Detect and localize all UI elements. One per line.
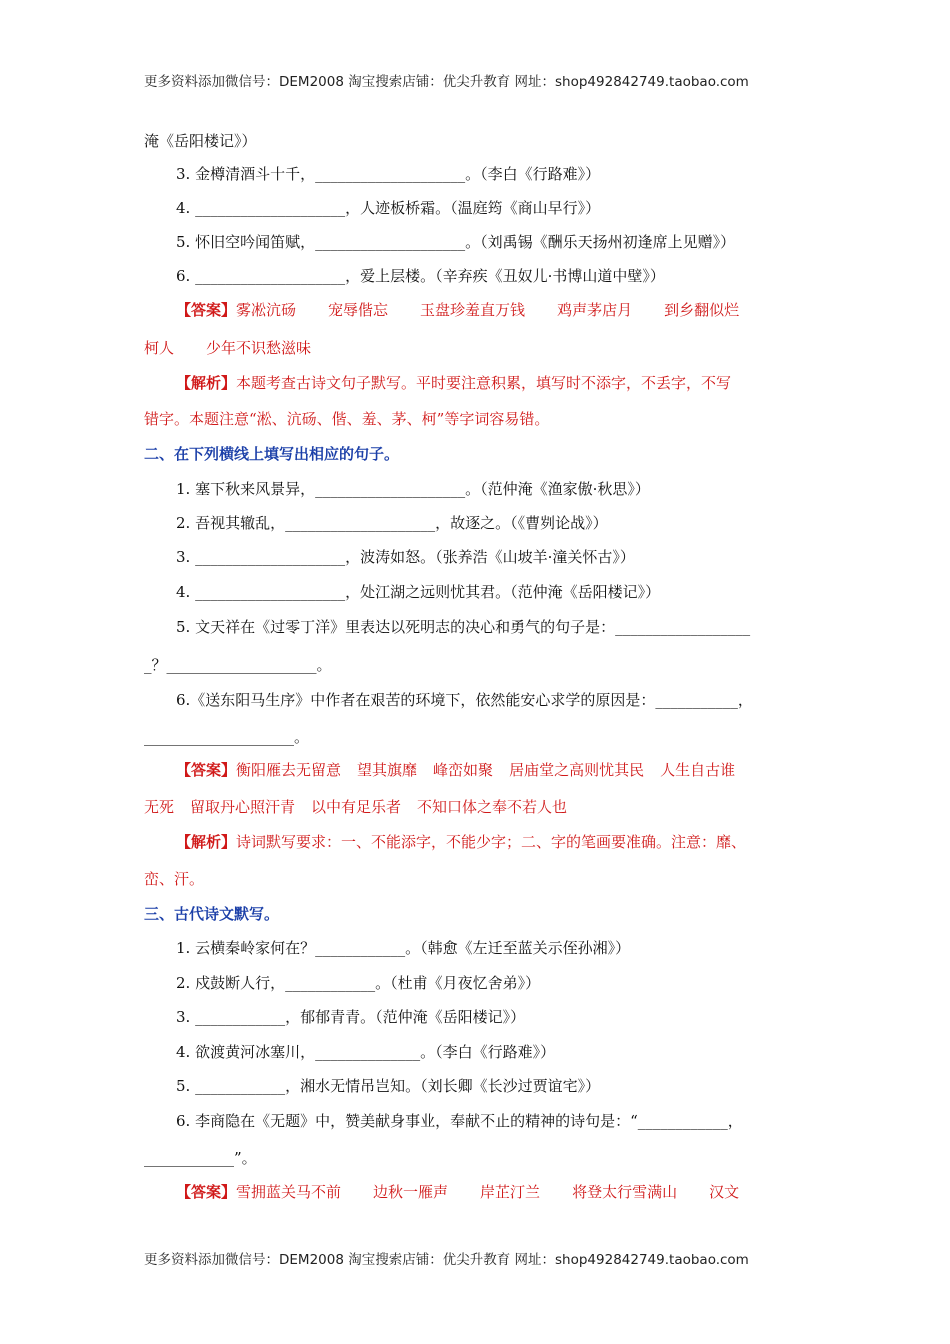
question-6-cont: ____________________。 bbox=[144, 728, 310, 746]
question-2: 2. 吾视其辙乱，____________________，故逐之。（《曹刿论战》） bbox=[176, 514, 608, 532]
answer-item: 鸡声茅店月 bbox=[557, 301, 633, 319]
answer-item: 以中有足乐者 bbox=[311, 798, 402, 816]
question-5: 5. ____________，湘水无情吊岂知。（刘长卿《长沙过贾谊宅》） bbox=[176, 1077, 601, 1095]
section-heading-3: 三、古代诗文默写。 bbox=[144, 905, 280, 923]
answer-tag: 【答案】 bbox=[176, 761, 237, 779]
question-3: 3. ____________________，波涛如怒。（张养浩《山坡羊·潼关怀古》） bbox=[176, 548, 635, 566]
answer-item: 将登太行雪满山 bbox=[572, 1183, 678, 1201]
answer-item: 汉文 bbox=[709, 1183, 740, 1201]
page-header: 更多资料添加微信号：DEM2008 淘宝搜索店铺：优尖升教育 网址：shop492842749.taobao.com bbox=[144, 74, 749, 90]
answer-block-3 bbox=[176, 1182, 812, 1202]
answer-item: 不知口体之奉不若人也 bbox=[417, 798, 568, 816]
answer-item: 到乡翻似烂 bbox=[664, 301, 740, 319]
analysis-text: 本题考查古诗文句子默写。平时要注意积累，填写时不添字，不丢字，不写 bbox=[236, 374, 732, 392]
question-4: 4. 欲渡黄河冰塞川，______________。（李白《行路难》） bbox=[176, 1043, 556, 1061]
answer-item: 雪拥蓝关马不前 bbox=[236, 1183, 342, 1201]
analysis-text-cont: 峦、汗。 bbox=[144, 870, 205, 888]
answer-block-2 bbox=[176, 760, 812, 780]
question-6: 6.《送东阳马生序》中作者在艰苦的环境下，依然能安心求学的原因是：___________， bbox=[176, 691, 753, 709]
question-1: 1. 塞下秋来风景异，____________________。（范仲淹《渔家傲·秋思》） bbox=[176, 480, 650, 498]
answer-item: 柯人 bbox=[144, 339, 175, 357]
analysis-tag: 【解析】 bbox=[176, 374, 237, 392]
question-6-cont: ____________”。 bbox=[144, 1149, 257, 1167]
answer-block-2-cont bbox=[144, 797, 812, 817]
analysis-block-1 bbox=[176, 373, 812, 393]
answer-item: 居庙堂之高则忧其民 bbox=[509, 761, 645, 779]
answer-item: 留取丹心照汗青 bbox=[190, 798, 296, 816]
answer-item: 人生自古谁 bbox=[660, 761, 736, 779]
question-5-cont: _？____________________。 bbox=[144, 656, 332, 674]
answer-item: 玉盘珍羞直万钱 bbox=[420, 301, 526, 319]
answer-item: 衡阳雁去无留意 bbox=[236, 761, 342, 779]
question-4: 4. ____________________，人迹板桥霜。（温庭筠《商山早行》） bbox=[176, 199, 601, 217]
answer-tag: 【答案】 bbox=[176, 1183, 237, 1201]
answer-item: 宠辱偕忘 bbox=[328, 301, 389, 319]
question-5: 5. 怀旧空吟闻笛赋，____________________。（刘禹锡《酬乐天扬州初逢席上见赠》） bbox=[176, 233, 736, 251]
answer-item: 边秋一雁声 bbox=[373, 1183, 449, 1201]
analysis-text-cont: 错字。本题注意“淞、沆砀、偕、羞、茅、柯”等字词容易错。 bbox=[144, 410, 550, 428]
analysis-text: 诗词默写要求：一、不能添字，不能少字；二、字的笔画要准确。注意：靡、 bbox=[236, 833, 747, 851]
answer-item: 岸芷汀兰 bbox=[480, 1183, 541, 1201]
question-6: 6. 李商隐在《无题》中，赞美献身事业，奉献不止的精神的诗句是：“____________， bbox=[176, 1112, 743, 1130]
analysis-block-2 bbox=[176, 832, 812, 852]
analysis-tag: 【解析】 bbox=[176, 833, 237, 851]
answer-item: 雾凇沆砀 bbox=[236, 301, 297, 319]
question-4: 4. ____________________，处江湖之远则忧其君。（范仲淹《岳阳楼记》） bbox=[176, 583, 661, 601]
question-5: 5. 文天祥在《过零丁洋》里表达以死明志的决心和勇气的句子是：__________________ bbox=[176, 618, 751, 636]
question-6: 6. ____________________，爱上层楼。（辛弃疾《丑奴儿·书博山道中壁》） bbox=[176, 267, 665, 285]
question-3: 3. ____________，郁郁青青。（范仲淹《岳阳楼记》） bbox=[176, 1008, 526, 1026]
question-1: 1. 云横秦岭家何在？____________。（韩愈《左迁至蓝关示侄孙湘》） bbox=[176, 939, 631, 957]
question-3: 3. 金樽清酒斗十千，____________________。（李白《行路难》） bbox=[176, 165, 601, 183]
answer-tag-wrap bbox=[176, 1182, 341, 1202]
answer-tag: 【答案】 bbox=[176, 301, 237, 319]
section-heading-2: 二、在下列横线上填写出相应的句子。 bbox=[144, 445, 400, 463]
text-line: 淹《岳阳楼记》） bbox=[144, 132, 257, 150]
page-footer: 更多资料添加微信号：DEM2008 淘宝搜索店铺：优尖升教育 网址：shop492842749.taobao.com bbox=[144, 1252, 749, 1268]
answer-block-1-cont bbox=[144, 338, 812, 358]
question-2: 2. 戍鼓断人行，____________。（杜甫《月夜忆舍弟》） bbox=[176, 974, 541, 992]
answer-item: 峰峦如聚 bbox=[433, 761, 494, 779]
answer-item: 少年不识愁滋味 bbox=[206, 339, 312, 357]
answer-item: 望其旗靡 bbox=[357, 761, 418, 779]
answer-item: 无死 bbox=[144, 798, 175, 816]
answer-block-1 bbox=[176, 300, 812, 320]
